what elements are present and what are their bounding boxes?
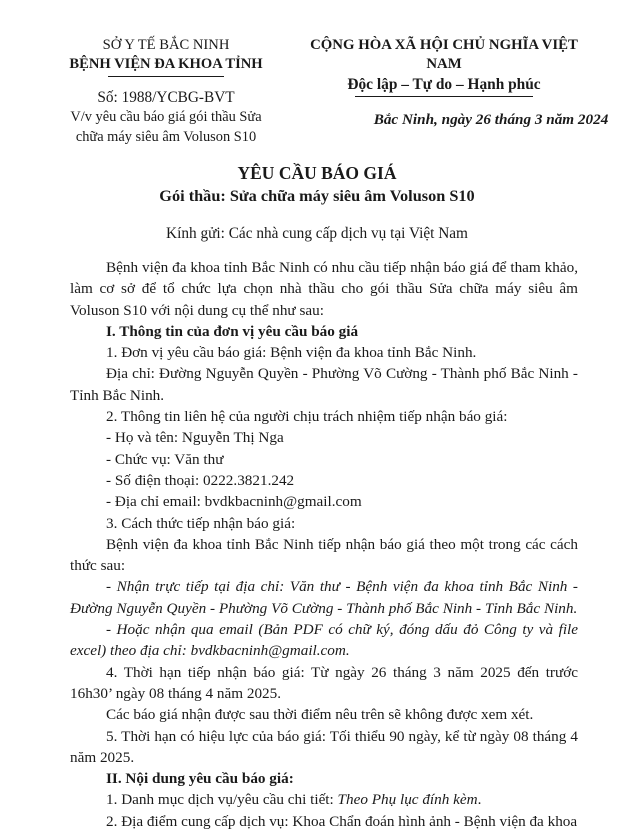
deadline-note-line: Các báo giá nhận được sau thời điểm nêu trên sẽ không được xem xét. bbox=[106, 706, 534, 724]
method-direct-line: - Nhận trực tiếp tại địa chỉ: Văn thư - Bệnh viện đa khoa tỉnh Bắc Ninh - Đường Nguyễn Quyền - Phường Võ Cường - Thành phố Bắc Ninh - Tỉnh Bắc Ninh. bbox=[70, 578, 578, 617]
service-list-suffix: . bbox=[477, 791, 482, 809]
org-name: BỆNH VIỆN ĐA KHOA TỈNH bbox=[69, 56, 263, 72]
contact-name-line: - Họ và tên: Nguyễn Thị Nga bbox=[106, 429, 284, 447]
motto-underline bbox=[355, 96, 533, 97]
place-dateline: Bắc Ninh, ngày 26 tháng 3 năm 2024 bbox=[373, 111, 609, 128]
document-number: Số: 1988/YCBG-BVT bbox=[97, 89, 235, 106]
issuing-org-block bbox=[40, 36, 292, 147]
validity-line: 5. Thời hạn có hiệu lực của báo giá: Tối thiểu 90 ngày, kể từ ngày 08 tháng 4 năm 2025. bbox=[70, 727, 578, 766]
org-name-underline bbox=[108, 76, 224, 77]
national-motto-block bbox=[292, 36, 624, 97]
contact-position-line: - Chức vụ: Văn thư bbox=[106, 450, 224, 468]
service-list-appendix-ref: Theo Phụ lục đính kèm bbox=[337, 791, 478, 809]
document-header bbox=[0, 0, 634, 147]
salutation-line: Kính gửi: Các nhà cung cấp dịch vụ tại Việt Nam bbox=[166, 225, 468, 242]
service-location-line: 2. Địa điểm cung cấp dịch vụ: Khoa Chẩn đoán hình ảnh - Bệnh viện đa khoa bbox=[106, 812, 578, 830]
method-email-line: - Hoặc nhận qua email (Bản PDF có chữ ký, đóng dấu đỏ Công ty và file excel) theo địa chỉ: bvdkbacninh@gmail.com. bbox=[70, 621, 578, 660]
document-title: YÊU CẦU BÁO GIÁ bbox=[237, 163, 397, 183]
section-1-heading: I. Thông tin của đơn vị yêu cầu báo giá bbox=[106, 322, 359, 340]
title-block bbox=[0, 162, 634, 244]
address-line: Địa chỉ: Đường Nguyễn Quyền - Phường Võ Cường - Thành phố Bắc Ninh - Tỉnh Bắc Ninh. bbox=[70, 365, 578, 404]
deadline-line: 4. Thời hạn tiếp nhận báo giá: Từ ngày 26 tháng 3 năm 2025 đến trước 16h30’ ngày 08 tháng 4 năm 2025. bbox=[70, 663, 578, 702]
national-motto: Độc lập – Tự do – Hạnh phúc bbox=[347, 76, 541, 93]
contact-email-line: - Địa chỉ email: bvdkbacninh@gmail.com bbox=[106, 493, 362, 511]
intro-paragraph: Bệnh viện đa khoa tỉnh Bắc Ninh có nhu cầu tiếp nhận báo giá để tham khảo, làm cơ sở để tổ chức lựa chọn nhà thầu cho gói thầu Sửa chữa máy siêu âm Voluson S10 với nội dung cụ thể như sau: bbox=[70, 259, 578, 319]
reception-method-heading: 3. Cách thức tiếp nhận báo giá: bbox=[106, 514, 296, 532]
service-list-line bbox=[70, 789, 578, 810]
contact-info-heading: 2. Thông tin liên hệ của người chịu trách nhiệm tiếp nhận báo giá: bbox=[106, 408, 508, 426]
national-heading-block bbox=[292, 36, 624, 147]
document-subject: V/v yêu cầu báo giá gói thầu Sửa chữa máy siêu âm Voluson S10 bbox=[70, 109, 262, 145]
section-2-heading: II. Nội dung yêu cầu báo giá: bbox=[106, 770, 294, 788]
reception-method-desc: Bệnh viện đa khoa tỉnh Bắc Ninh tiếp nhận báo giá theo một trong các cách thức sau: bbox=[70, 535, 578, 575]
parent-org-name: SỞ Y TẾ BẮC NINH bbox=[102, 37, 230, 53]
package-title: Gói thầu: Sửa chữa máy siêu âm Voluson S10 bbox=[159, 186, 475, 205]
requesting-unit-line: 1. Đơn vị yêu cầu báo giá: Bệnh viện đa khoa tỉnh Bắc Ninh. bbox=[106, 344, 477, 362]
contact-phone-line: - Số điện thoại: 0222.3821.242 bbox=[106, 471, 295, 489]
service-list-prefix: 1. Danh mục dịch vụ/yêu cầu chi tiết: bbox=[106, 791, 338, 809]
country-name: CỘNG HÒA XÃ HỘI CHỦ NGHĨA VIỆT NAM bbox=[310, 37, 578, 72]
document-body bbox=[0, 244, 634, 832]
